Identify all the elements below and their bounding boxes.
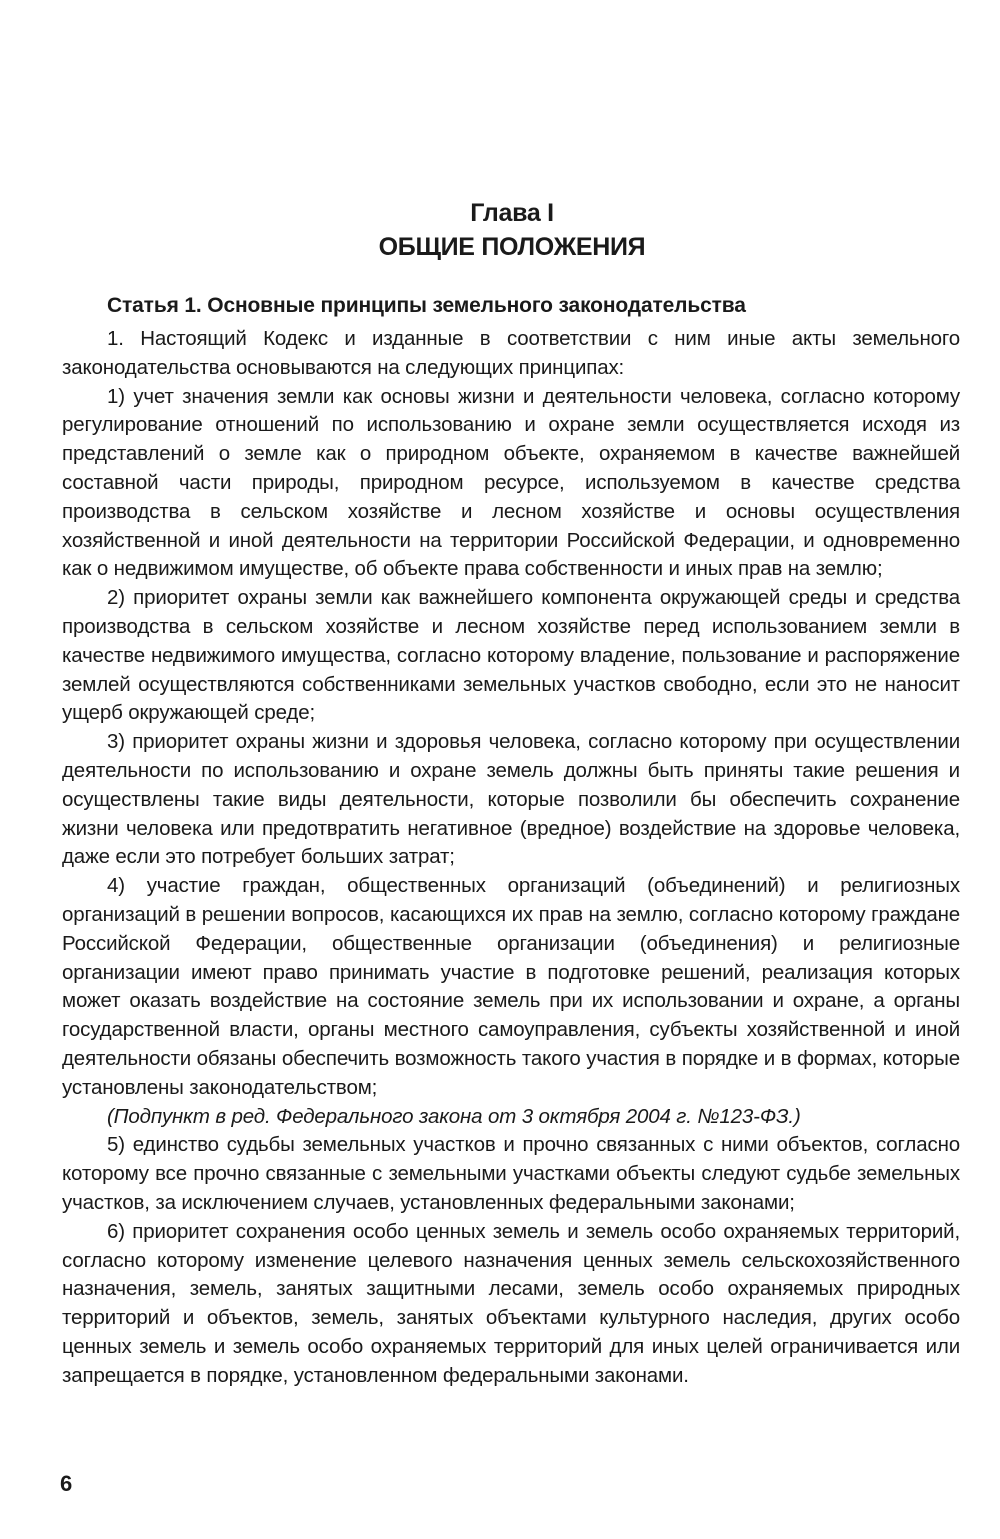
paragraph-item-5: 5) единство судьбы земельных участков и прочно связанных с ними объектов, согласно которому все прочно связанные с земельными участками объекты следуют судьбе земельных участков, за исключением случаев, установленных федеральными законами; (62, 1133, 960, 1214)
paragraph-item-3: 3) приоритет охраны жизни и здоровья человека, согласно которому при осуществлении деятельности по использованию и охране земель должны быть приняты такие решения и осуществлены такие виды деятельности, которые позволили бы обеспечить сохранение жизни человека или предотвратить негативное (вредное) воздействие на здоровье человека, даже если это потребует больших затрат; (62, 730, 960, 869)
paragraph-item-4: 4) участие граждан, общественных организаций (объединений) и религиозных организаций в решении вопросов, касающихся их прав на землю, согласно которому граждане Российской Федерации, общественные организации (объединения) и религиозные организации имеют право принимать участие в подготовке решений, реализация которых может оказать воздействие на состояние земель при их использовании и охране, а органы государственной власти, органы местного самоуправления, субъекты хозяйственной и иной деятельности обязаны обеспечить возможность такого участия в порядке и в формах, которые установлены законодательством; (62, 874, 960, 1099)
paragraph-item-6: 6) приоритет сохранения особо ценных земель и земель особо охраняемых территорий, согласно которому изменение целевого назначения ценных земель сельскохозяйственного назначения, земель, занятых защитными лесами, земель особо охраняемых природных территорий и объектов, земель, занятых объектами культурного наследия, других особо ценных земель и земель особо охраняемых территорий для иных целей ограничивается или запрещается в порядке, установленном федеральными законами. (62, 1219, 960, 1387)
article-body (62, 291, 960, 1390)
page-number: 6 (60, 1471, 73, 1496)
paragraph-item-2: 2) приоритет охраны земли как важнейшего компонента окружающей среды и средства производства в сельском хозяйстве и лесном хозяйстве перед использованием земли в качестве недвижимого имущества, согласно которому владение, пользование и распоряжение землей осуществляются собственниками земельных участков свободно, если это не наносит ущерб окружающей среде; (62, 586, 960, 725)
chapter-label: Глава I (470, 199, 554, 227)
chapter-heading (62, 196, 962, 264)
paragraph-intro: 1. Настоящий Кодекс и изданные в соответствии с ним иные акты земельного законодательства основываются на следующих принципах: (62, 327, 960, 379)
chapter-title: ОБЩИЕ ПОЛОЖЕНИЯ (378, 233, 646, 261)
article-title: Статья 1. Основные принципы земельного законодательства (107, 294, 746, 317)
amendment-note: (Подпункт в ред. Федерального закона от 3 октября 2004 г. №123-ФЗ.) (107, 1104, 801, 1128)
paragraph-item-1: 1) учет значения земли как основы жизни и деятельности человека, согласно которому регулирование отношений по использованию и охране земли осуществляется исходя из представлений о земле как о природном объекте, охраняемом в качестве важнейшей составной части природы, природном ресурсе, используемом в качестве средства производства в сельском хозяйстве и лесном хозяйстве и основы осуществления хозяйственной и иной деятельности на территории Российской Федерации, и одновременно как о недвижимом имуществе, об объекте права собственности и иных прав на землю; (62, 384, 960, 581)
